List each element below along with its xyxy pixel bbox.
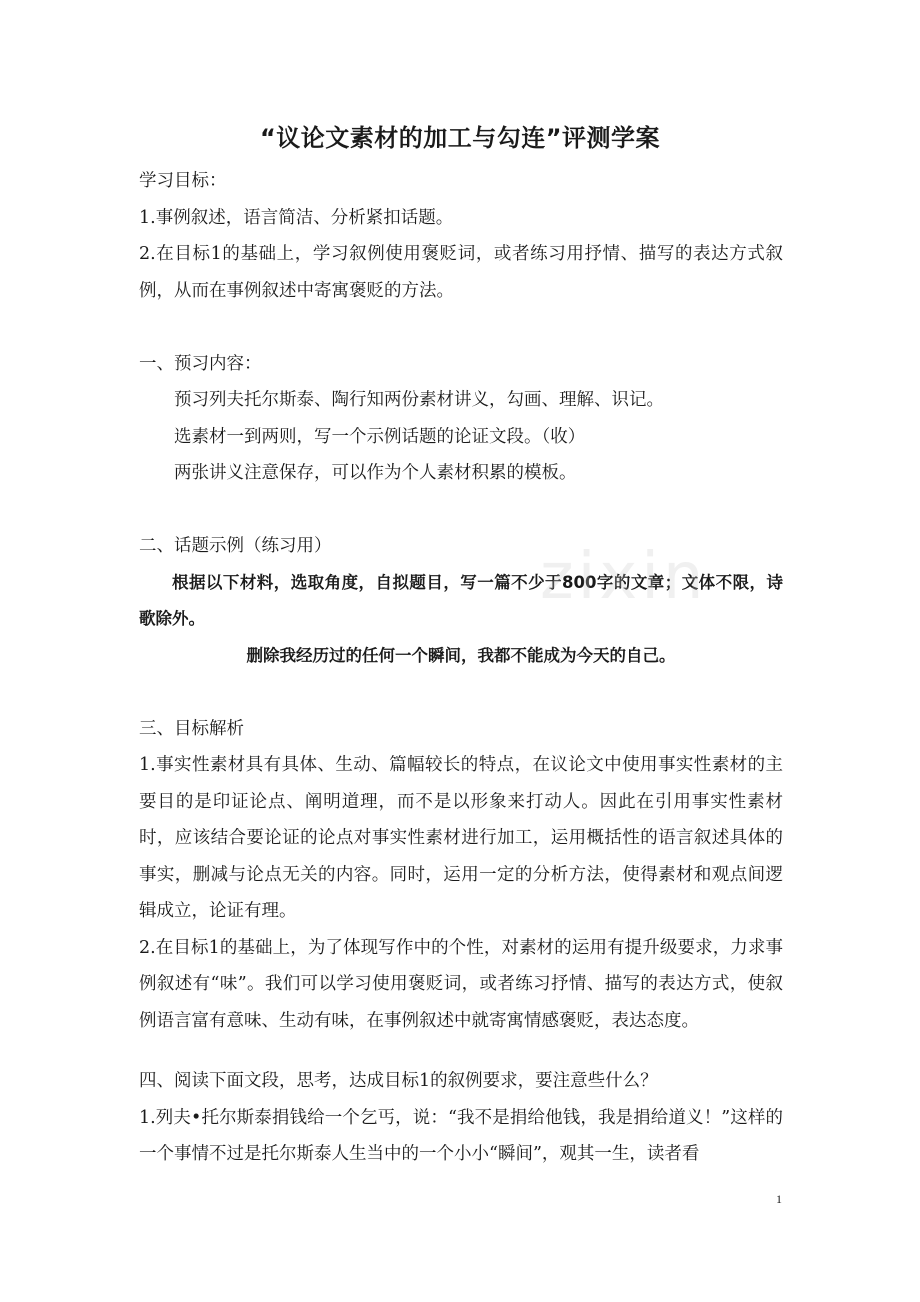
- section-3-para-2: 2.在目标1的基础上，为了体现写作中的个性，对素材的运用有提升级要求，力求事例叙述有“味”。我们可以学习使用褒贬词，或者练习抒情、描写的表达方式，使叙例语言富有意味、生动有味，在事例叙述中就寄寓情感褒贬，表达态度。: [139, 937, 783, 1031]
- page-number: 1: [776, 1192, 782, 1206]
- spacer: [139, 309, 783, 346]
- goals-heading: 学习目标：: [139, 171, 227, 191]
- section-1-line-1: 预习列夫托尔斯泰、陶行知两份素材讲义，勾画、理解、识记。: [174, 390, 664, 410]
- section-1-line-3: 两张讲义注意保存，可以作为个人素材积累的模板。: [174, 463, 577, 483]
- spacer: [139, 492, 783, 529]
- section-1-heading: 一、预习内容：: [139, 353, 262, 374]
- section-2-quote: 删除我经历过的任何一个瞬间，我都不能成为今天的自己。: [246, 645, 676, 665]
- section-4-para-1: 1.列夫•托尔斯泰捐钱给一个乞丐，说：“我不是捐给他钱，我是捐给道义！”这样的一个事情不过是托尔斯泰人生当中的一个小小“瞬间”，观其一生，读者看: [139, 1107, 783, 1164]
- watermark: zixin: [540, 540, 708, 614]
- section-2-heading: 二、话题示例（练习用）: [139, 536, 332, 556]
- section-2-prompt: 根据以下材料，选取角度，自拟题目，写一篇不少于800字的文章；文体不限，诗歌除外。: [139, 572, 783, 628]
- section-4-heading: 四、阅读下面文段，思考，达成目标1的叙例要求，要注意些什么？: [139, 1071, 658, 1091]
- spacer: [139, 1039, 783, 1063]
- section-3-para-1: 1.事实性素材具有具体、生动、篇幅较长的特点，在议论文中使用事实性素材的主要目的是印证论点、阐明道理，而不是以形象来打动人。因此在引用事实性素材时，应该结合要论证的论点对事实性素材进行加工，运用概括性的语言叙述具体的事实，删减与论点无关的内容。同时，运用一定的分析方法，使得素材和观点间逻辑成立，论证有理。: [139, 755, 783, 921]
- section-1-line-2: 选素材一到两则，写一个示例话题的论证文段。（收）: [174, 426, 586, 447]
- goal-item-1: 1.事例叙述，语言简洁、分析紧扣话题。: [139, 207, 454, 228]
- section-3-heading: 三、目标解析: [139, 718, 244, 739]
- document-body: [139, 163, 783, 1173]
- spacer: [139, 674, 783, 711]
- goal-item-2: 2.在目标1的基础上，学习叙例使用褒贬词，或者练习用抒情、描写的表达方式叙例，从而在事例叙述中寄寓褒贬的方法。: [139, 244, 783, 301]
- document-title: “议论文素材的加工与勾连”评测学案: [259, 124, 661, 152]
